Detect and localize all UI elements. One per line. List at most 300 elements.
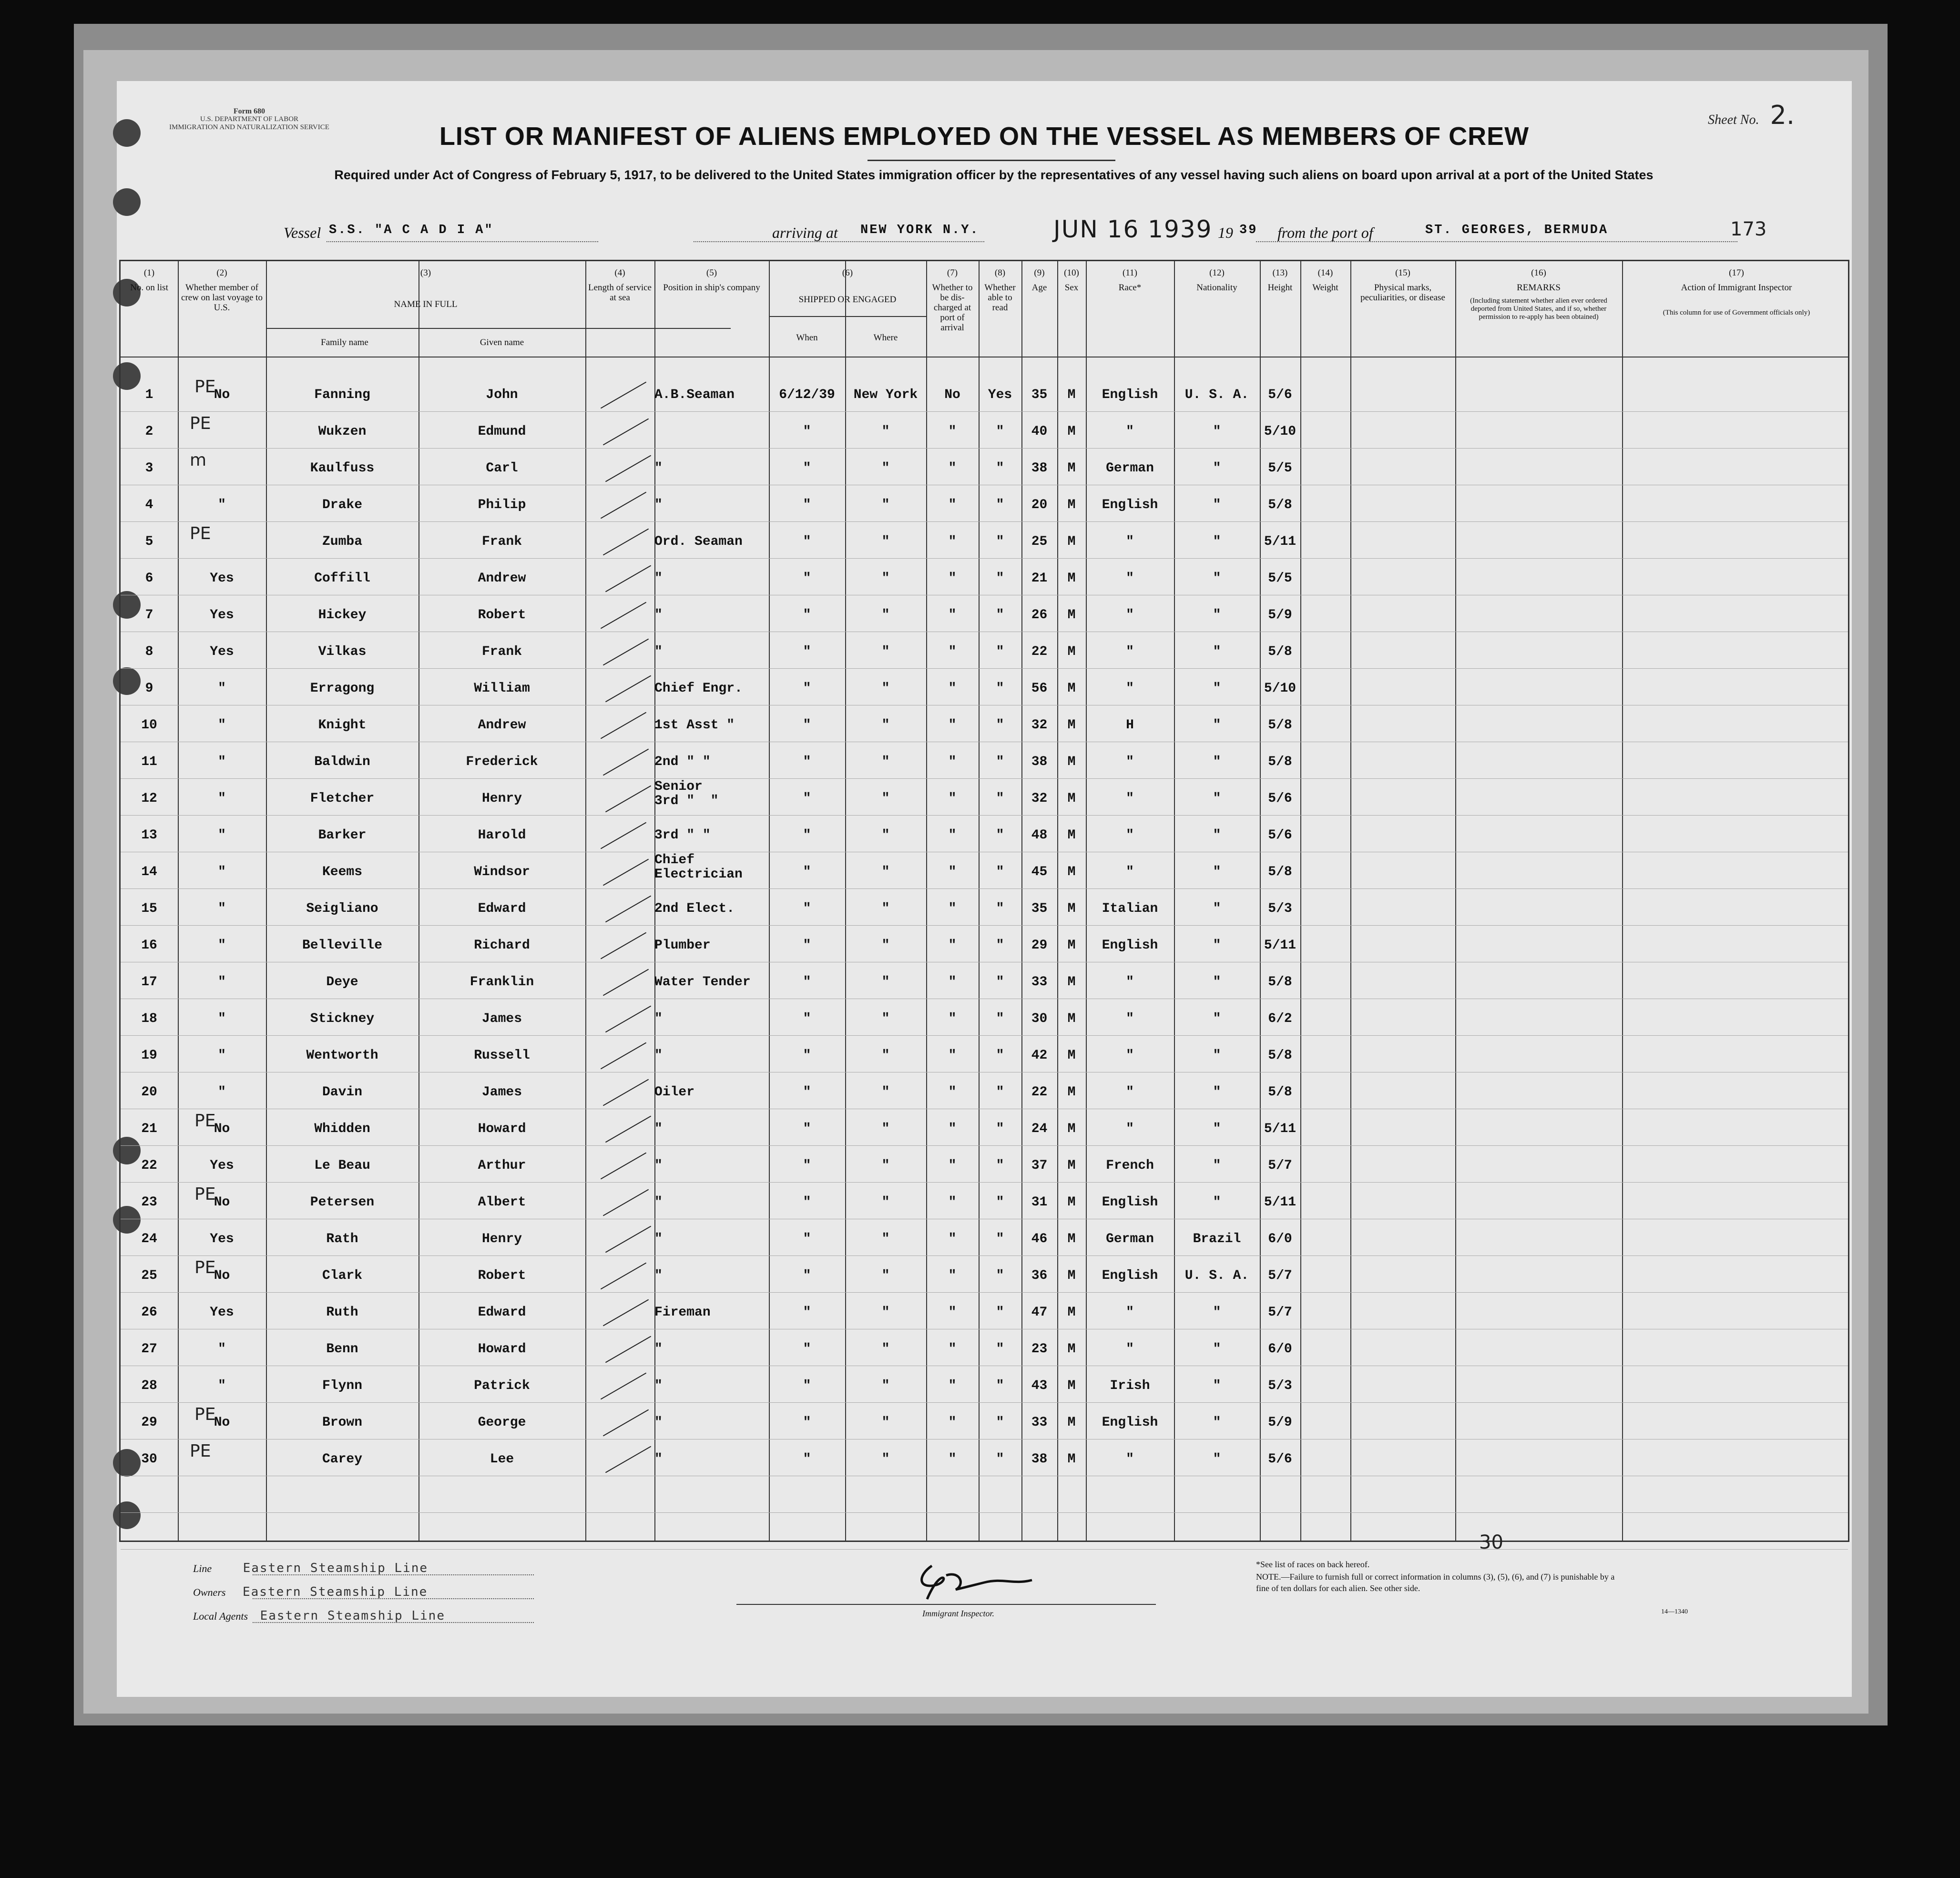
row-number: 29 <box>141 1415 157 1430</box>
given-name: Lee <box>490 1452 514 1467</box>
service-check-mark <box>601 1373 646 1400</box>
nationality: " <box>1213 1195 1221 1210</box>
discharged-at-port: " <box>948 755 957 769</box>
nationality: " <box>1213 1342 1221 1357</box>
row-rule <box>121 411 1848 412</box>
column-11-header-label: Race* <box>1118 283 1142 293</box>
shipped-when: " <box>803 791 811 806</box>
sex: M <box>1067 1415 1076 1430</box>
sex: M <box>1067 1452 1076 1467</box>
ship-position: Chief Electrician <box>654 853 743 882</box>
discharged-at-port: " <box>948 975 957 990</box>
previous-voyage: Yes <box>210 1158 234 1173</box>
discharged-at-port: " <box>948 1232 957 1246</box>
sheet-label: Sheet No. <box>1708 112 1759 127</box>
sex: M <box>1067 718 1076 733</box>
shipped-where: " <box>881 681 890 696</box>
column-4-header-number: (4) <box>614 268 625 278</box>
shipped-where: " <box>881 1158 890 1173</box>
sex: M <box>1067 498 1076 512</box>
service-check-mark <box>603 529 649 556</box>
nationality: " <box>1213 571 1221 586</box>
nationality: U. S. A. <box>1184 1268 1249 1283</box>
remarks-subheader: (Including statement whether alien ever ordered deported from United States, and if so, whether permission to re-apply has been obtained) <box>1470 297 1607 321</box>
shipped-where: " <box>881 901 890 916</box>
previous-voyage: " <box>218 1048 226 1063</box>
column-16-header-number: (16) <box>1531 268 1546 278</box>
nationality: " <box>1213 1415 1221 1430</box>
ship-position: " <box>654 461 663 476</box>
row-number: 19 <box>141 1048 157 1063</box>
column-7-header-label: Whether to be dis-charged at port of arrival <box>932 283 973 333</box>
previous-voyage: No <box>214 388 230 402</box>
able-to-read: " <box>996 1342 1004 1357</box>
nationality: U. S. A. <box>1184 388 1249 402</box>
sex: M <box>1067 681 1076 696</box>
ship-position: " <box>654 1452 663 1467</box>
given-name: Franklin <box>470 975 534 990</box>
column-12-header-label: Nationality <box>1196 283 1237 293</box>
shipped-when: 6/12/39 <box>779 388 835 402</box>
row-number: 1 <box>145 388 153 402</box>
column-divider <box>1622 261 1623 1541</box>
service-check-mark <box>603 749 649 776</box>
shipped-where: " <box>881 1048 890 1063</box>
race: " <box>1126 1342 1134 1357</box>
height: 5/7 <box>1268 1305 1292 1320</box>
ship-position: " <box>654 498 663 512</box>
where-header: Where <box>873 333 898 343</box>
given-name: Andrew <box>478 718 526 733</box>
row-number: 11 <box>141 755 157 769</box>
sex: M <box>1067 791 1076 806</box>
height: 5/5 <box>1268 571 1292 586</box>
ship-position: Plumber <box>654 938 711 953</box>
sex: M <box>1067 938 1076 953</box>
age: 23 <box>1031 1342 1048 1357</box>
race: " <box>1126 828 1134 843</box>
age: 33 <box>1031 975 1048 990</box>
family-name: Petersen <box>310 1195 375 1210</box>
age: 32 <box>1031 718 1048 733</box>
nationality: " <box>1213 1122 1221 1136</box>
discharged-at-port: " <box>948 718 957 733</box>
family-name: Clark <box>322 1268 362 1283</box>
arriving-label: arriving at <box>772 224 838 241</box>
row-rule <box>121 1402 1848 1403</box>
shipped-when: " <box>803 1305 811 1320</box>
nationality: " <box>1213 718 1221 733</box>
race: " <box>1126 424 1134 439</box>
family-name: Wukzen <box>318 424 367 439</box>
able-to-read: " <box>996 1305 1004 1320</box>
discharged-at-port: " <box>948 938 957 953</box>
nationality: " <box>1213 1085 1221 1100</box>
race: " <box>1126 534 1134 549</box>
family-name-header: Family name <box>321 337 368 347</box>
shipped-when: " <box>803 534 811 549</box>
when-header: When <box>796 333 818 343</box>
discharged-at-port: " <box>948 1268 957 1283</box>
date-stamp: JUN 16 1939 <box>1053 215 1213 243</box>
race: " <box>1126 681 1134 696</box>
column-5-header-number: (5) <box>706 268 717 278</box>
row-number: 14 <box>141 865 157 879</box>
column-2-header-number: (2) <box>216 268 227 278</box>
sex: M <box>1067 1011 1076 1026</box>
family-name: Brown <box>322 1415 362 1430</box>
row-number: 2 <box>145 424 153 439</box>
race: English <box>1102 1268 1158 1283</box>
family-name: Benn <box>326 1342 358 1357</box>
inspector-label: Immigrant Inspector. <box>922 1609 994 1618</box>
row-number: 30 <box>141 1452 157 1467</box>
column-11-header-number: (11) <box>1123 268 1137 278</box>
department-name: U.S. DEPARTMENT OF LABOR <box>200 115 299 123</box>
height: 5/11 <box>1264 1195 1296 1210</box>
row-number: 10 <box>141 718 157 733</box>
shipped-when: " <box>803 938 811 953</box>
able-to-read: " <box>996 755 1004 769</box>
sex: M <box>1067 865 1076 879</box>
family-name: Rath <box>326 1232 358 1246</box>
previous-voyage: " <box>218 865 226 879</box>
previous-voyage: " <box>218 1342 226 1357</box>
name-header-rule <box>266 328 731 329</box>
row-number: 5 <box>145 534 153 549</box>
given-name: John <box>486 388 518 402</box>
row-number: 9 <box>145 681 153 696</box>
discharged-at-port: " <box>948 461 957 476</box>
previous-voyage: Yes <box>210 608 234 623</box>
column-17-header-number: (17) <box>1729 268 1744 278</box>
handwritten-mark: PE <box>190 414 211 433</box>
shipped-where: " <box>881 424 890 439</box>
shipped-when: " <box>803 975 811 990</box>
year-value: 39 <box>1239 223 1258 237</box>
able-to-read: " <box>996 1268 1004 1283</box>
given-name: William <box>474 681 530 696</box>
underline <box>694 241 984 242</box>
service-check-mark <box>601 1153 646 1180</box>
row-number: 18 <box>141 1011 157 1026</box>
discharged-at-port: " <box>948 608 957 623</box>
previous-voyage: No <box>214 1122 230 1136</box>
age: 36 <box>1031 1268 1048 1283</box>
age: 30 <box>1031 1011 1048 1026</box>
shipped-where: " <box>881 718 890 733</box>
discharged-at-port: " <box>948 424 957 439</box>
row-rule <box>121 1512 1848 1513</box>
handwritten-number: 173 <box>1730 218 1767 240</box>
signature-line <box>736 1604 1156 1605</box>
height: 5/8 <box>1268 975 1292 990</box>
underline <box>253 1598 534 1599</box>
previous-voyage: No <box>214 1268 230 1283</box>
shipped-when: " <box>803 644 811 659</box>
row-number: 28 <box>141 1378 157 1393</box>
shipped-when: " <box>803 1415 811 1430</box>
service-check-mark <box>605 1336 651 1363</box>
shipped-when: " <box>803 1122 811 1136</box>
service-check-mark <box>601 492 646 519</box>
document-subtitle: Required under Act of Congress of February 5, 1917, to be delivered to the United States immigration officer by the representatives of any vessel having such aliens on board upon arrival at a port of the United States <box>334 168 1654 182</box>
shipped-when: " <box>803 1085 811 1100</box>
row-number: 23 <box>141 1195 157 1210</box>
height: 5/8 <box>1268 1085 1292 1100</box>
able-to-read: Yes <box>988 388 1012 402</box>
discharged-at-port: " <box>948 828 957 843</box>
able-to-read: " <box>996 644 1004 659</box>
able-to-read: " <box>996 1011 1004 1026</box>
discharged-at-port: " <box>948 791 957 806</box>
able-to-read: " <box>996 534 1004 549</box>
previous-voyage: " <box>218 1085 226 1100</box>
ship-position: Senior 3rd " " <box>654 779 719 808</box>
discharged-at-port: " <box>948 1378 957 1393</box>
row-rule <box>121 1145 1848 1146</box>
column-8-header-number: (8) <box>994 268 1006 278</box>
family-name: Le Beau <box>314 1158 370 1173</box>
height: 5/8 <box>1268 865 1292 879</box>
shipped-when: " <box>803 1342 811 1357</box>
ship-position: " <box>654 1378 663 1393</box>
nationality: " <box>1213 755 1221 769</box>
age: 46 <box>1031 1232 1048 1246</box>
row-rule <box>121 1035 1848 1036</box>
discharged-at-port: " <box>948 1195 957 1210</box>
previous-voyage: " <box>218 755 226 769</box>
able-to-read: " <box>996 1122 1004 1136</box>
service-check-mark <box>603 969 649 996</box>
age: 56 <box>1031 681 1048 696</box>
shipped-when: " <box>803 498 811 512</box>
family-name: Deye <box>326 975 358 990</box>
year-prefix: 19 <box>1218 224 1233 241</box>
shipped-when: " <box>803 1048 811 1063</box>
sex: M <box>1067 571 1076 586</box>
owners-field <box>193 1585 428 1599</box>
race: " <box>1126 608 1134 623</box>
height: 5/6 <box>1268 791 1292 806</box>
row-number: 22 <box>141 1158 157 1173</box>
shipped-when: " <box>803 1195 811 1210</box>
shipped-where: " <box>881 828 890 843</box>
given-name-header: Given name <box>480 337 524 347</box>
height: 5/5 <box>1268 461 1292 476</box>
column-1-header-number: (1) <box>143 268 155 278</box>
age: 42 <box>1031 1048 1048 1063</box>
sex: M <box>1067 1122 1076 1136</box>
previous-voyage: " <box>218 938 226 953</box>
shipped-where: " <box>881 865 890 879</box>
shipped-header-rule <box>769 316 926 317</box>
ship-position: Chief Engr. <box>654 681 743 696</box>
column-17-header-label: Action of Immigrant Inspector <box>1681 283 1792 293</box>
age: 22 <box>1031 644 1048 659</box>
ship-position: " <box>654 1232 663 1246</box>
nationality: " <box>1213 498 1221 512</box>
column-divider <box>1455 261 1456 1541</box>
form-number: Form 680 <box>233 107 265 115</box>
fine-note: NOTE.—Failure to furnish full or correct information in columns (3), (5), (6), and (7) is punishable by a fine of ten dollars for each alien. See other side. <box>1256 1572 1615 1593</box>
nationality: " <box>1213 1378 1221 1393</box>
column-15-header-number: (15) <box>1395 268 1410 278</box>
ship-position: Water Tender <box>654 975 751 990</box>
shipped-where: " <box>881 1195 890 1210</box>
previous-voyage: Yes <box>210 644 234 659</box>
sex: M <box>1067 901 1076 916</box>
race: Irish <box>1110 1378 1150 1393</box>
race: H <box>1126 718 1134 733</box>
ship-position: " <box>654 1195 663 1210</box>
sex: M <box>1067 461 1076 476</box>
given-name: James <box>481 1085 522 1100</box>
previous-voyage: No <box>214 1195 230 1210</box>
service-check-mark <box>603 1299 649 1327</box>
given-name: Albert <box>478 1195 526 1210</box>
given-name: Robert <box>478 608 526 623</box>
given-name: Windsor <box>474 865 530 879</box>
able-to-read: " <box>996 938 1004 953</box>
height: 5/11 <box>1264 534 1296 549</box>
discharged-at-port: " <box>948 1415 957 1430</box>
row-rule <box>121 815 1848 816</box>
able-to-read: " <box>996 1085 1004 1100</box>
race: " <box>1126 644 1134 659</box>
age: 29 <box>1031 938 1048 953</box>
family-name: Barker <box>318 828 367 843</box>
underline <box>1256 241 1737 242</box>
ship-position: " <box>654 608 663 623</box>
service-check-mark <box>601 712 646 739</box>
shipped-when: " <box>803 1232 811 1246</box>
family-name: Coffill <box>314 571 370 586</box>
age: 21 <box>1031 571 1048 586</box>
sex: M <box>1067 1342 1076 1357</box>
handwritten-mark: PE <box>194 377 216 397</box>
vessel-label: Vessel <box>284 224 321 241</box>
discharged-at-port: " <box>948 681 957 696</box>
shipped-when: " <box>803 681 811 696</box>
previous-voyage: Yes <box>210 1232 234 1246</box>
shipped-when: " <box>803 901 811 916</box>
column-14-header-number: (14) <box>1317 268 1333 278</box>
column-3-header-number: (3) <box>420 268 431 278</box>
column-16-header-label: REMARKS <box>1517 283 1561 293</box>
family-name: Flynn <box>322 1378 362 1393</box>
row-rule <box>121 1255 1848 1256</box>
owners-value: Eastern Steamship Line <box>242 1585 428 1599</box>
service-check-mark <box>601 382 646 409</box>
line-label: Line <box>193 1562 212 1574</box>
height: 5/11 <box>1264 938 1296 953</box>
ship-position: Fireman <box>654 1305 711 1320</box>
column-divider <box>1300 261 1301 1541</box>
column-1-header-label: No. on list <box>130 283 168 293</box>
given-name: James <box>481 1011 522 1026</box>
family-name: Fanning <box>314 388 370 402</box>
shipped-where: " <box>881 1378 890 1393</box>
sex: M <box>1067 975 1076 990</box>
agents-label: Local Agents <box>193 1610 248 1622</box>
underline <box>253 1622 534 1623</box>
races-note: *See list of races on back hereof. <box>1256 1560 1370 1569</box>
given-name: Frank <box>481 644 522 659</box>
given-name: Edward <box>478 901 526 916</box>
shipped-when: " <box>803 755 811 769</box>
able-to-read: " <box>996 681 1004 696</box>
able-to-read: " <box>996 975 1004 990</box>
age: 33 <box>1031 1415 1048 1430</box>
row-rule <box>121 558 1848 559</box>
age: 38 <box>1031 755 1048 769</box>
age: 22 <box>1031 1085 1048 1100</box>
shipped-when: " <box>803 608 811 623</box>
race: Italian <box>1102 901 1158 916</box>
nationality: " <box>1213 901 1221 916</box>
service-check-mark <box>605 896 651 923</box>
service-check-mark <box>603 418 649 446</box>
shipped-when: " <box>803 865 811 879</box>
nationality: " <box>1213 1158 1221 1173</box>
nationality: " <box>1213 1048 1221 1063</box>
nationality: Brazil <box>1193 1232 1241 1246</box>
ship-position: " <box>654 1122 663 1136</box>
service-check-mark <box>603 1189 649 1216</box>
race: " <box>1126 791 1134 806</box>
handwritten-mark: PE <box>194 1184 216 1204</box>
given-name: Arthur <box>478 1158 526 1173</box>
height: 6/0 <box>1268 1342 1292 1357</box>
shipped-where: " <box>881 1122 890 1136</box>
discharged-at-port: " <box>948 571 957 586</box>
height: 5/8 <box>1268 644 1292 659</box>
shipped-where: " <box>881 644 890 659</box>
age: 25 <box>1031 534 1048 549</box>
shipped-where: " <box>881 1452 890 1467</box>
line-field <box>193 1561 428 1575</box>
given-name: Henry <box>481 1232 522 1246</box>
nationality: " <box>1213 681 1221 696</box>
discharged-at-port: " <box>948 1085 957 1100</box>
height: 5/10 <box>1264 681 1296 696</box>
shipped-where: " <box>881 571 890 586</box>
service-check-mark <box>605 565 651 592</box>
given-name: Andrew <box>478 571 526 586</box>
inspector-subheader: (This column for use of Government officials only) <box>1663 309 1810 316</box>
discharged-at-port: " <box>948 1048 957 1063</box>
given-name: Howard <box>478 1122 526 1136</box>
age: 37 <box>1031 1158 1048 1173</box>
able-to-read: " <box>996 498 1004 512</box>
family-name: Davin <box>322 1085 362 1100</box>
previous-voyage: " <box>218 681 226 696</box>
ship-position: 2nd " " <box>654 755 711 769</box>
height: 5/9 <box>1268 1415 1292 1430</box>
given-name: Patrick <box>474 1378 530 1393</box>
able-to-read: " <box>996 1195 1004 1210</box>
family-name: Belleville <box>302 938 383 953</box>
family-name: Vilkas <box>318 644 367 659</box>
owners-label: Owners <box>193 1586 226 1598</box>
row-rule <box>121 1182 1848 1183</box>
shipped-when: " <box>803 1158 811 1173</box>
family-name: Hickey <box>318 608 367 623</box>
race: " <box>1126 1085 1134 1100</box>
given-name: Richard <box>474 938 530 953</box>
age: 32 <box>1031 791 1048 806</box>
